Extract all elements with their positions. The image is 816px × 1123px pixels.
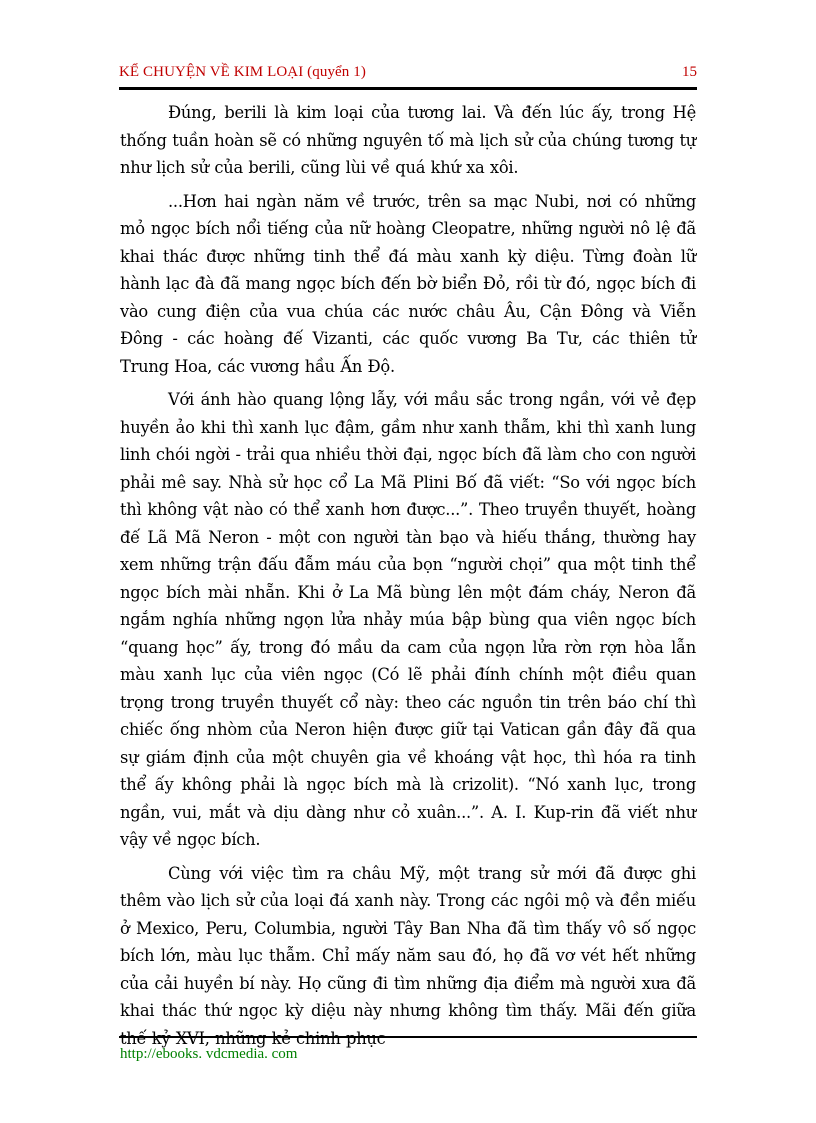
paragraph: Cùng với việc tìm ra châu Mỹ, một trang sử mới đã được ghi thêm vào lịch sử của loại đá xanh này. Trong các ngôi mộ và đền miếu ở Mexico, Peru, Columbia, người Tây Ban Nha đã tìm thấy vô số ngọc bích lớn, màu lục thẫm. Chỉ mấy năm sau đó, họ đã vơ vét hết những của cải huyền bí này. Họ cũng đi tìm những địa điểm mà người xưa đã khai thác thứ ngọc kỳ diệu này nhưng không tìm thấy. Mãi đến giữa thế kỷ XVI, những kẻ chinh phục [120, 863, 696, 1048]
paragraph: Với ánh hào quang lộng lẫy, với mầu sắc trong ngần, với vẻ đẹp huyền ảo khi thì xanh lục đậm, gầm như xanh thẫm, khi thì xanh lung linh chói ngời - trải qua nhiều thời đại, ngọc bích đã làm cho con người phải mê say. Nhà sử học cổ La Mã Plini Bố đã viết: “So với ngọc bích thì không vật nào có thể xanh hơn được...”. Theo truyền thuyết, hoàng đế Lã Mã Neron - một con người tàn bạo và hiếu thắng, thường hay xem những trận đấu đẫm máu của bọn “người chọi” qua một tinh thể ngọc bích mài nhẵn. Khi ở La Mã bùng lên một đám cháy, Neron đã ngắm nghía những ngọn lửa nhảy múa bập bùng qua viên ngọc bích “quang học” ấy, trong đó mầu da cam của ngọn lửa rờn rợn hòa lẫn màu xanh lục của viên ngọc (Có lẽ phải đính chính một điều quan trọng trong truyền thuyết cổ này: theo các nguồn tin trên báo chí thì chiếc ống nhòm của Neron hiện được giữ tại Vatican gần đây đã qua sự giám định của một chuyên gia về khoáng vật học, thì hóa ra tinh thể ấy không phải là ngọc bích mà là crizolit). “Nó xanh lục, trong ngần, vui, mắt và dịu dàng như cỏ xuân...”. A. I. Kup-rin đã viết như vậy về ngọc bích. [120, 390, 696, 849]
footer-divider [119, 1036, 697, 1038]
footer-link[interactable]: http://ebooks. vdcmedia. com [120, 1046, 298, 1062]
page-body [120, 99, 696, 1058]
running-header [119, 62, 697, 84]
header-divider [119, 87, 697, 90]
paragraph: Đúng, berili là kim loại của tương lai. Và đến lúc ấy, trong Hệ thống tuần hoàn sẽ có những nguyên tố mà lịch sử của chúng tương tự như lịch sử của berili, cũng lùi về quá khứ xa xôi. [120, 103, 696, 177]
paragraph: ...Hơn hai ngàn năm về trước, trên sa mạc Nubi, nơi có những mỏ ngọc bích nổi tiếng của nữ hoàng Cleopatre, những người nô lệ đã khai thác được những tinh thể đá màu xanh kỳ diệu. Từng đoàn lữ hành lạc đà đã mang ngọc bích đến bờ biển Đỏ, rồi từ đó, ngọc bích đi vào cung điện của vua chúa các nước châu Âu, Cận Đông và Viễn Đông - các hoàng đế Vizanti, các quốc vương Ba Tư, các thiên tử Trung Hoa, các vương hầu Ấn Độ. [120, 191, 696, 376]
book-title: KỂ CHUYỆN VỀ KIM LOẠI (quyển 1) [119, 64, 366, 80]
page-number: 15 [682, 64, 697, 80]
